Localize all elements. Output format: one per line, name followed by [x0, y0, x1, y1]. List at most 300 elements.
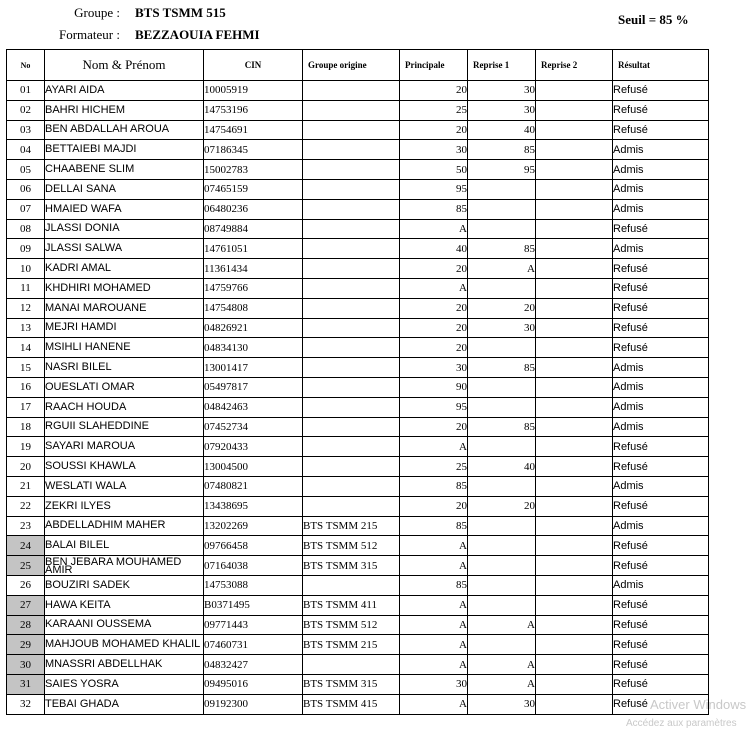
- row-principale: 20: [400, 496, 468, 516]
- row-no: 24: [7, 536, 45, 556]
- row-name: CHAABENE SLIM: [45, 160, 204, 180]
- row-cin: 07452734: [204, 417, 303, 437]
- row-name: BEN ABDALLAH AROUA: [45, 120, 204, 140]
- row-no: 19: [7, 437, 45, 457]
- row-cin: 07465159: [204, 179, 303, 199]
- row-principale: 85: [400, 476, 468, 496]
- row-name: MAHJOUB MOHAMED KHALIL: [45, 635, 204, 655]
- row-resultat: Refusé: [613, 278, 709, 298]
- row-resultat: Admis: [613, 140, 709, 160]
- row-reprise2: [536, 595, 613, 615]
- row-no: 06: [7, 179, 45, 199]
- seuil-threshold: Seuil = 85 %: [618, 12, 689, 27]
- row-cin: 09495016: [204, 674, 303, 694]
- row-cin: B0371495: [204, 595, 303, 615]
- row-groupe-origine: BTS TSMM 215: [303, 516, 400, 536]
- groupe-value: BTS TSMM 515: [135, 5, 226, 20]
- col-header-reprise1: Reprise 1: [468, 50, 536, 81]
- row-groupe-origine: BTS TSMM 512: [303, 536, 400, 556]
- row-resultat: Refusé: [613, 457, 709, 477]
- row-no: 10: [7, 259, 45, 279]
- row-groupe-origine: [303, 278, 400, 298]
- col-header-resultat: Résultat: [613, 50, 709, 81]
- row-resultat: Admis: [613, 239, 709, 259]
- row-principale: A: [400, 635, 468, 655]
- row-reprise1: 30: [468, 694, 536, 714]
- row-groupe-origine: [303, 259, 400, 279]
- activation-watermark-subtitle: Accédez aux paramètres: [626, 718, 737, 729]
- table-row: [7, 140, 709, 160]
- row-resultat: Refusé: [613, 595, 709, 615]
- row-cin: 14754808: [204, 298, 303, 318]
- row-reprise2: [536, 298, 613, 318]
- row-reprise2: [536, 100, 613, 120]
- row-groupe-origine: BTS TSMM 411: [303, 595, 400, 615]
- row-no: 31: [7, 674, 45, 694]
- row-name: SAIES YOSRA: [45, 674, 204, 694]
- row-cin: 14753196: [204, 100, 303, 120]
- row-reprise2: [536, 278, 613, 298]
- row-reprise2: [536, 516, 613, 536]
- row-reprise2: [536, 199, 613, 219]
- table-row: [7, 595, 709, 615]
- row-groupe-origine: [303, 397, 400, 417]
- row-groupe-origine: [303, 377, 400, 397]
- row-reprise1: [468, 476, 536, 496]
- row-cin: 15002783: [204, 160, 303, 180]
- row-reprise1: [468, 595, 536, 615]
- table-row: [7, 219, 709, 239]
- row-principale: 20: [400, 318, 468, 338]
- row-reprise2: [536, 496, 613, 516]
- row-principale: 20: [400, 81, 468, 101]
- row-resultat: Admis: [613, 179, 709, 199]
- row-name: BEN JEBARA MOUHAMED AMIR: [45, 556, 204, 576]
- row-groupe-origine: [303, 358, 400, 378]
- row-no: 28: [7, 615, 45, 635]
- row-name: BOUZIRI SADEK: [45, 575, 204, 595]
- table-row: [7, 318, 709, 338]
- row-resultat: Refusé: [613, 120, 709, 140]
- row-no: 07: [7, 199, 45, 219]
- row-name: WESLATI WALA: [45, 476, 204, 496]
- row-cin: 09192300: [204, 694, 303, 714]
- row-cin: 07164038: [204, 556, 303, 576]
- table-row: [7, 536, 709, 556]
- row-groupe-origine: [303, 298, 400, 318]
- row-resultat: Admis: [613, 516, 709, 536]
- row-no: 15: [7, 358, 45, 378]
- row-reprise1: 85: [468, 417, 536, 437]
- row-cin: 07480821: [204, 476, 303, 496]
- table-row: [7, 397, 709, 417]
- row-cin: 09771443: [204, 615, 303, 635]
- col-header-no: No: [7, 50, 45, 81]
- row-reprise2: [536, 397, 613, 417]
- row-no: 08: [7, 219, 45, 239]
- formateur-label: Formateur :: [58, 27, 120, 42]
- row-groupe-origine: [303, 199, 400, 219]
- row-reprise1: [468, 635, 536, 655]
- table-row: [7, 259, 709, 279]
- row-no: 18: [7, 417, 45, 437]
- row-cin: 14754691: [204, 120, 303, 140]
- col-header-principale: Principale: [400, 50, 468, 81]
- row-reprise1: [468, 397, 536, 417]
- row-name: KADRI AMAL: [45, 259, 204, 279]
- row-principale: 50: [400, 160, 468, 180]
- table-row: [7, 575, 709, 595]
- table-row: [7, 278, 709, 298]
- row-groupe-origine: BTS TSMM 315: [303, 674, 400, 694]
- row-resultat: Admis: [613, 358, 709, 378]
- row-principale: 95: [400, 397, 468, 417]
- formateur-value: BEZZAOUIA FEHMI: [135, 27, 260, 42]
- formateur-line: [0, 27, 260, 43]
- row-resultat: Refusé: [613, 615, 709, 635]
- row-resultat: Refusé: [613, 496, 709, 516]
- row-reprise1: 30: [468, 81, 536, 101]
- table-row: [7, 298, 709, 318]
- row-resultat: Admis: [613, 199, 709, 219]
- row-reprise2: [536, 417, 613, 437]
- row-name: BALAI BILEL: [45, 536, 204, 556]
- row-cin: 04832427: [204, 655, 303, 675]
- row-reprise1: [468, 556, 536, 576]
- row-reprise2: [536, 219, 613, 239]
- row-resultat: Refusé: [613, 100, 709, 120]
- row-groupe-origine: [303, 179, 400, 199]
- row-groupe-origine: [303, 100, 400, 120]
- col-header-groupe: Groupe origine: [303, 50, 400, 81]
- row-reprise1: 30: [468, 318, 536, 338]
- row-no: 30: [7, 655, 45, 675]
- table-header-row: [7, 50, 709, 81]
- row-principale: 25: [400, 457, 468, 477]
- table-row: [7, 674, 709, 694]
- row-cin: 05497817: [204, 377, 303, 397]
- row-groupe-origine: [303, 496, 400, 516]
- results-table: [6, 49, 709, 715]
- row-groupe-origine: [303, 81, 400, 101]
- table-row: [7, 358, 709, 378]
- row-name: KARAANI OUSSEMA: [45, 615, 204, 635]
- row-name: MSIHLI HANENE: [45, 338, 204, 358]
- table-row: [7, 437, 709, 457]
- row-no: 04: [7, 140, 45, 160]
- row-reprise1: [468, 516, 536, 536]
- row-name: TEBAI GHADA: [45, 694, 204, 714]
- row-resultat: Refusé: [613, 674, 709, 694]
- row-resultat: Refusé: [613, 219, 709, 239]
- row-name: AYARI AIDA: [45, 81, 204, 101]
- row-cin: 13202269: [204, 516, 303, 536]
- table-row: [7, 179, 709, 199]
- row-reprise1: [468, 437, 536, 457]
- row-cin: 14753088: [204, 575, 303, 595]
- row-no: 22: [7, 496, 45, 516]
- row-reprise1: 95: [468, 160, 536, 180]
- row-principale: A: [400, 615, 468, 635]
- groupe-line: [0, 5, 226, 21]
- row-reprise1: A: [468, 259, 536, 279]
- row-reprise2: [536, 615, 613, 635]
- row-reprise1: [468, 219, 536, 239]
- row-no: 13: [7, 318, 45, 338]
- row-reprise1: A: [468, 655, 536, 675]
- row-name: RAACH HOUDA: [45, 397, 204, 417]
- row-groupe-origine: [303, 120, 400, 140]
- row-principale: A: [400, 595, 468, 615]
- row-cin: 06480236: [204, 199, 303, 219]
- table-row: [7, 635, 709, 655]
- row-groupe-origine: [303, 437, 400, 457]
- table-row: [7, 239, 709, 259]
- row-cin: 14759766: [204, 278, 303, 298]
- table-row: [7, 457, 709, 477]
- row-groupe-origine: [303, 575, 400, 595]
- table-row: [7, 516, 709, 536]
- row-reprise1: 40: [468, 120, 536, 140]
- table-row: [7, 377, 709, 397]
- row-resultat: Refusé: [613, 338, 709, 358]
- row-groupe-origine: [303, 338, 400, 358]
- row-principale: 90: [400, 377, 468, 397]
- row-reprise1: A: [468, 674, 536, 694]
- col-header-nom: Nom & Prénom: [45, 50, 204, 81]
- row-name: ZEKRI ILYES: [45, 496, 204, 516]
- row-reprise2: [536, 536, 613, 556]
- row-name: HMAIED WAFA: [45, 199, 204, 219]
- row-principale: 40: [400, 239, 468, 259]
- row-reprise1: 20: [468, 496, 536, 516]
- row-no: 01: [7, 81, 45, 101]
- row-reprise2: [536, 476, 613, 496]
- row-name: MNASSRI ABDELLHAK: [45, 655, 204, 675]
- row-name: DELLAI SANA: [45, 179, 204, 199]
- table-row: [7, 120, 709, 140]
- table-row: [7, 417, 709, 437]
- row-reprise2: [536, 655, 613, 675]
- row-cin: 10005919: [204, 81, 303, 101]
- row-groupe-origine: [303, 476, 400, 496]
- row-reprise1: 85: [468, 358, 536, 378]
- row-groupe-origine: BTS TSMM 315: [303, 556, 400, 576]
- row-no: 17: [7, 397, 45, 417]
- row-resultat: Admis: [613, 417, 709, 437]
- row-resultat: Refusé: [613, 556, 709, 576]
- row-reprise2: [536, 635, 613, 655]
- row-reprise1: [468, 575, 536, 595]
- row-reprise2: [536, 457, 613, 477]
- row-principale: A: [400, 437, 468, 457]
- row-cin: 07186345: [204, 140, 303, 160]
- row-groupe-origine: BTS TSMM 512: [303, 615, 400, 635]
- row-reprise2: [536, 556, 613, 576]
- row-reprise1: [468, 377, 536, 397]
- row-name: RGUII SLAHEDDINE: [45, 417, 204, 437]
- row-groupe-origine: [303, 457, 400, 477]
- row-principale: A: [400, 655, 468, 675]
- col-header-cin: CIN: [204, 50, 303, 81]
- row-reprise1: [468, 199, 536, 219]
- row-reprise2: [536, 694, 613, 714]
- row-principale: 20: [400, 259, 468, 279]
- row-reprise2: [536, 318, 613, 338]
- row-no: 25: [7, 556, 45, 576]
- row-no: 23: [7, 516, 45, 536]
- row-groupe-origine: [303, 160, 400, 180]
- table-row: [7, 496, 709, 516]
- row-principale: 20: [400, 338, 468, 358]
- row-no: 02: [7, 100, 45, 120]
- table-row: [7, 556, 709, 576]
- row-reprise2: [536, 239, 613, 259]
- groupe-label: Groupe :: [74, 5, 120, 20]
- table-row: [7, 199, 709, 219]
- row-reprise2: [536, 674, 613, 694]
- row-reprise2: [536, 179, 613, 199]
- row-reprise2: [536, 437, 613, 457]
- table-row: [7, 100, 709, 120]
- row-cin: 13001417: [204, 358, 303, 378]
- row-name: JLASSI SALWA: [45, 239, 204, 259]
- row-no: 16: [7, 377, 45, 397]
- row-principale: A: [400, 219, 468, 239]
- row-resultat: Admis: [613, 377, 709, 397]
- row-name: ABDELLADHIM MAHER: [45, 516, 204, 536]
- row-name: MANAI MAROUANE: [45, 298, 204, 318]
- table-row: [7, 476, 709, 496]
- row-name: KHDHIRI MOHAMED: [45, 278, 204, 298]
- row-name: BETTAIEBI MAJDI: [45, 140, 204, 160]
- row-reprise1: 40: [468, 457, 536, 477]
- row-cin: 04842463: [204, 397, 303, 417]
- row-cin: 07460731: [204, 635, 303, 655]
- row-principale: 30: [400, 140, 468, 160]
- row-cin: 14761051: [204, 239, 303, 259]
- row-resultat: Refusé: [613, 298, 709, 318]
- row-name: NASRI BILEL: [45, 358, 204, 378]
- row-name: BAHRI HICHEM: [45, 100, 204, 120]
- row-resultat: Admis: [613, 575, 709, 595]
- row-groupe-origine: [303, 239, 400, 259]
- table-row: [7, 81, 709, 101]
- row-name: JLASSI DONIA: [45, 219, 204, 239]
- row-principale: 85: [400, 575, 468, 595]
- row-principale: A: [400, 536, 468, 556]
- row-cin: 07920433: [204, 437, 303, 457]
- row-name: HAWA KEITA: [45, 595, 204, 615]
- row-principale: 30: [400, 358, 468, 378]
- row-no: 11: [7, 278, 45, 298]
- table-row: [7, 160, 709, 180]
- row-principale: A: [400, 556, 468, 576]
- row-reprise2: [536, 160, 613, 180]
- table-row: [7, 694, 709, 714]
- row-no: 27: [7, 595, 45, 615]
- row-resultat: Refusé: [613, 635, 709, 655]
- row-no: 03: [7, 120, 45, 140]
- row-resultat: Refusé: [613, 655, 709, 675]
- row-no: 20: [7, 457, 45, 477]
- table-row: [7, 615, 709, 635]
- row-cin: 04834130: [204, 338, 303, 358]
- row-groupe-origine: [303, 655, 400, 675]
- row-reprise1: 85: [468, 140, 536, 160]
- row-cin: 08749884: [204, 219, 303, 239]
- row-reprise1: [468, 179, 536, 199]
- row-reprise1: 85: [468, 239, 536, 259]
- table-row: [7, 338, 709, 358]
- row-reprise2: [536, 377, 613, 397]
- row-principale: 25: [400, 100, 468, 120]
- row-groupe-origine: BTS TSMM 215: [303, 635, 400, 655]
- row-principale: 95: [400, 179, 468, 199]
- table-body: [7, 81, 709, 715]
- row-name: SAYARI MAROUA: [45, 437, 204, 457]
- row-cin: 13438695: [204, 496, 303, 516]
- row-no: 26: [7, 575, 45, 595]
- row-reprise1: A: [468, 615, 536, 635]
- row-principale: 20: [400, 417, 468, 437]
- row-resultat: Refusé: [613, 694, 709, 714]
- row-groupe-origine: [303, 318, 400, 338]
- row-reprise2: [536, 358, 613, 378]
- row-reprise2: [536, 338, 613, 358]
- row-reprise1: [468, 278, 536, 298]
- row-groupe-origine: [303, 140, 400, 160]
- row-reprise1: [468, 338, 536, 358]
- row-reprise1: 20: [468, 298, 536, 318]
- row-principale: A: [400, 694, 468, 714]
- row-principale: 20: [400, 298, 468, 318]
- row-cin: 11361434: [204, 259, 303, 279]
- row-principale: 85: [400, 199, 468, 219]
- row-principale: 30: [400, 674, 468, 694]
- row-name: OUESLATI OMAR: [45, 377, 204, 397]
- row-no: 21: [7, 476, 45, 496]
- activation-watermark-title: Activer Windows: [650, 697, 746, 712]
- row-resultat: Admis: [613, 397, 709, 417]
- row-reprise2: [536, 140, 613, 160]
- row-resultat: Admis: [613, 160, 709, 180]
- row-groupe-origine: BTS TSMM 415: [303, 694, 400, 714]
- row-cin: 04826921: [204, 318, 303, 338]
- row-resultat: Refusé: [613, 81, 709, 101]
- col-header-reprise2: Reprise 2: [536, 50, 613, 81]
- row-no: 12: [7, 298, 45, 318]
- row-principale: 20: [400, 120, 468, 140]
- row-cin: 09766458: [204, 536, 303, 556]
- row-resultat: Refusé: [613, 318, 709, 338]
- row-reprise1: 30: [468, 100, 536, 120]
- row-resultat: Refusé: [613, 259, 709, 279]
- row-name: SOUSSI KHAWLA: [45, 457, 204, 477]
- row-reprise2: [536, 120, 613, 140]
- row-no: 29: [7, 635, 45, 655]
- row-no: 14: [7, 338, 45, 358]
- row-cin: 13004500: [204, 457, 303, 477]
- row-resultat: Refusé: [613, 536, 709, 556]
- row-reprise2: [536, 81, 613, 101]
- row-resultat: Admis: [613, 476, 709, 496]
- row-reprise2: [536, 575, 613, 595]
- row-principale: 85: [400, 516, 468, 536]
- row-groupe-origine: [303, 417, 400, 437]
- row-no: 05: [7, 160, 45, 180]
- row-resultat: Refusé: [613, 437, 709, 457]
